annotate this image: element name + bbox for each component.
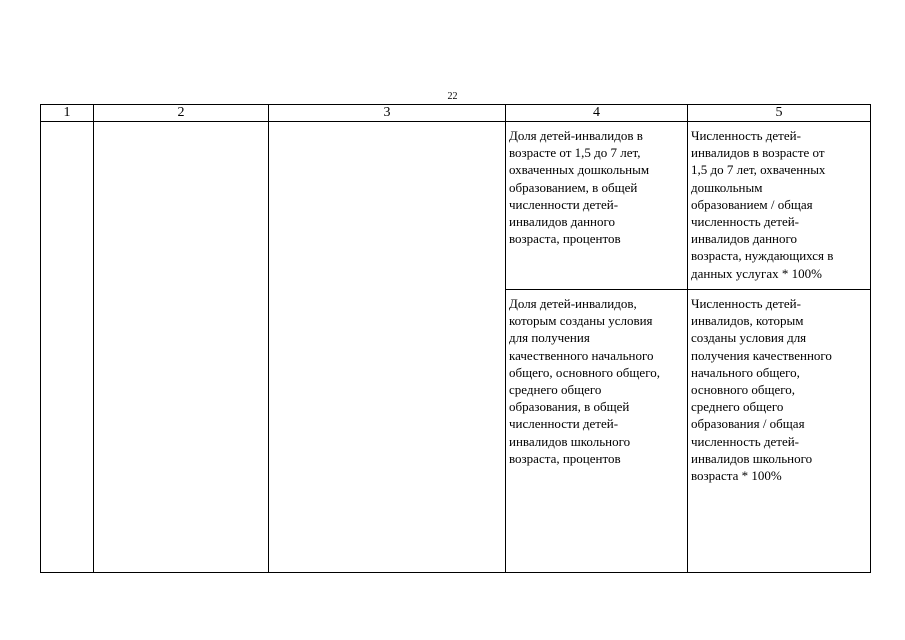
table-cell-col3 (269, 122, 506, 573)
column-header-2: 2 (94, 105, 269, 122)
indicator-text: Доля детей-инвалидов в возрасте от 1,5 до 7 лет, охваченных дошкольным образованием, в общей численности детей- инвалидов данного возраста, процентов (509, 128, 650, 247)
cell-text (94, 122, 268, 127)
formula-cell (688, 290, 871, 573)
indicator-cell (506, 290, 688, 573)
table-cell-col2 (94, 122, 269, 573)
column-header-3: 3 (269, 105, 506, 122)
column-header-4: 4 (506, 105, 688, 122)
table-row (41, 122, 871, 290)
cell-text (41, 122, 93, 127)
indicator-text: Доля детей-инвалидов, которым созданы условия для получения качественного начального общего, основного общего, среднего общего образования, в общей численности детей- инвалидов школьного возраста, процентов (509, 296, 660, 466)
formula-cell (688, 122, 871, 290)
table-cell-col1 (41, 122, 94, 573)
document-table (40, 104, 871, 573)
table-header-row (41, 105, 871, 122)
page-number: 22 (447, 91, 458, 102)
indicator-cell (506, 122, 688, 290)
formula-text: Численность детей- инвалидов, которым созданы условия для получения качественного начального общего, основного общего, среднего общего образования / общая численность детей- инвалидов школьного возраста * 100% (691, 296, 832, 484)
formula-text: Численность детей- инвалидов в возрасте от 1,5 до 7 лет, охваченных дошкольным образованием / общая численность детей- инвалидов данного возраста, нуждающихся в данных услугах * 100% (691, 128, 834, 281)
column-header-1: 1 (41, 105, 94, 122)
column-header-5: 5 (688, 105, 871, 122)
cell-text (269, 122, 505, 127)
